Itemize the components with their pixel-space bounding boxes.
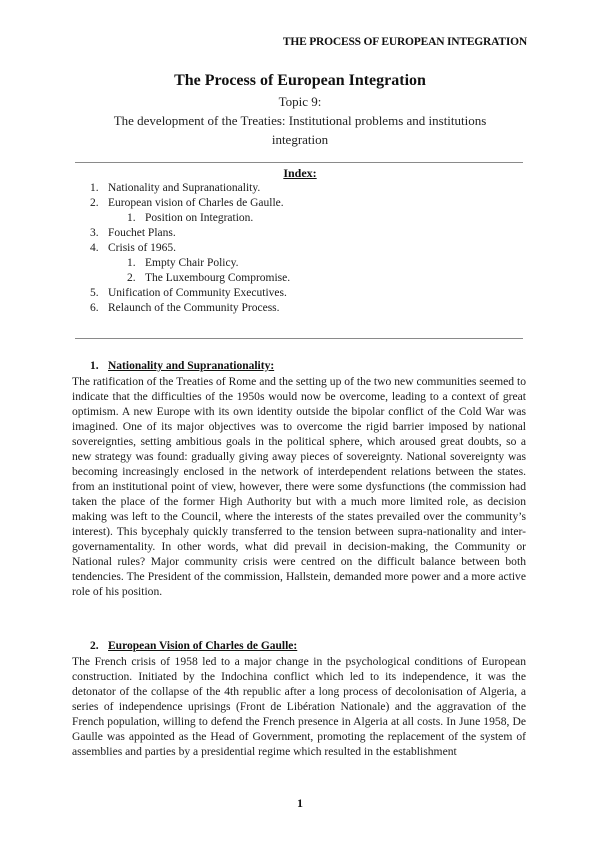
section-body: The French crisis of 1958 led to a major change in the psychological conditions of European construction. Initiated by the Indochina conflict which led to its independence, it was the detonator of the collapse of the 4th republic after a long process of decolonisation of Algeria, a series of independence uprisings (Front de Libération Nationale) and the aggravation of the French population, willing to defend the French presence in Algeria at all costs. In June 1958, De Gaulle was appointed as the Head of Government, promoting the replacement of the system of assemblies and parties by a presidential regime which resulted in the establishment: [72, 655, 526, 758]
index-subitem: [0, 256, 600, 271]
section-number: 2.: [90, 640, 99, 652]
section-de-gaulle: [72, 639, 526, 759]
index-item-label: Position on Integration.: [145, 212, 254, 224]
section-heading: [72, 359, 526, 374]
index-item-number: 5.: [90, 287, 99, 299]
index-item-label: The Luxembourg Compromise.: [145, 272, 291, 284]
index-item-number: 2.: [127, 272, 136, 284]
index-item: [0, 196, 600, 211]
section-heading: [72, 639, 526, 654]
index-heading: Index:: [283, 166, 317, 180]
index-bottom-divider: [75, 338, 523, 339]
index-item-label: Fouchet Plans.: [108, 227, 176, 239]
index-item-number: 1.: [90, 182, 99, 194]
index-subitem: [0, 211, 600, 226]
title-block: [72, 71, 528, 149]
index-item-label: European vision of Charles de Gaulle.: [108, 197, 284, 209]
index-item-label: Crisis of 1965.: [108, 242, 177, 254]
topic-label: Topic 9:: [278, 94, 322, 109]
page-number: 1: [297, 796, 303, 810]
section-body: The ratification of the Treaties of Rome and the setting up of the two new communities seemed to indicate that the difficulties of the 1950s would now be overcome, leading to a context of great optimism. A new Europe with its own identity outside the bipolar conflict of the Cold War was imagined. One of its major objectives was to overcome the rigid barrier imposed by national sovereignties, setting ambitious goals in the political sphere, which aroused great doubts, so a new strategy was found: gradually giving away pieces of sovereignty. National sovereignty was becoming increasingly enclosed in the network of interdependent relations between the states. from an institutional point of view, however, there were some dysfunctions (the commission had taken the place of the former High Authority but with a much more limited role, as decision making was left to the Council, where the interests of the states prevailed over the community’s interest). This bycephaly quickly transferred to the tension between supra-nationality and inter-governamentality. In other words, what did prevail in decision-making, the Community or National rules? Major community crisis were centred on the difficult balance between both tendencies. The President of the commission, Hallstein, demanded more power and a more active role of his position.: [72, 375, 526, 598]
index-item: [0, 301, 600, 316]
index-item-label: Empty Chair Policy.: [145, 257, 239, 269]
section-number: 1.: [90, 360, 99, 372]
section-title: European Vision of Charles de Gaulle:: [108, 640, 298, 652]
index-item-label: Nationality and Supranationality.: [108, 182, 261, 194]
index-item: [0, 241, 600, 256]
index-item: [0, 286, 600, 301]
index-item-label: Unification of Community Executives.: [108, 287, 287, 299]
running-header: THE PROCESS OF EUROPEAN INTEGRATION: [282, 36, 527, 48]
section-title: Nationality and Supranationality:: [108, 360, 275, 372]
section-nationality: [72, 359, 526, 599]
index-item: [0, 226, 600, 241]
index-subitem: [0, 271, 600, 286]
index-item-number: 6.: [90, 302, 99, 314]
index-list: [0, 181, 600, 316]
index-item-number: 4.: [90, 242, 99, 254]
index-item-number: 1.: [127, 212, 136, 224]
index-item: [0, 181, 600, 196]
index-item-number: 3.: [90, 227, 99, 239]
document-subtitle: The development of the Treaties: Institutional problems and institutions integration: [113, 113, 487, 147]
index-top-divider: [75, 162, 523, 163]
index-item-number: 1.: [127, 257, 136, 269]
index-item-label: Relaunch of the Community Process.: [108, 302, 280, 314]
document-title: The Process of European Integration: [174, 72, 426, 89]
index-item-number: 2.: [90, 197, 99, 209]
